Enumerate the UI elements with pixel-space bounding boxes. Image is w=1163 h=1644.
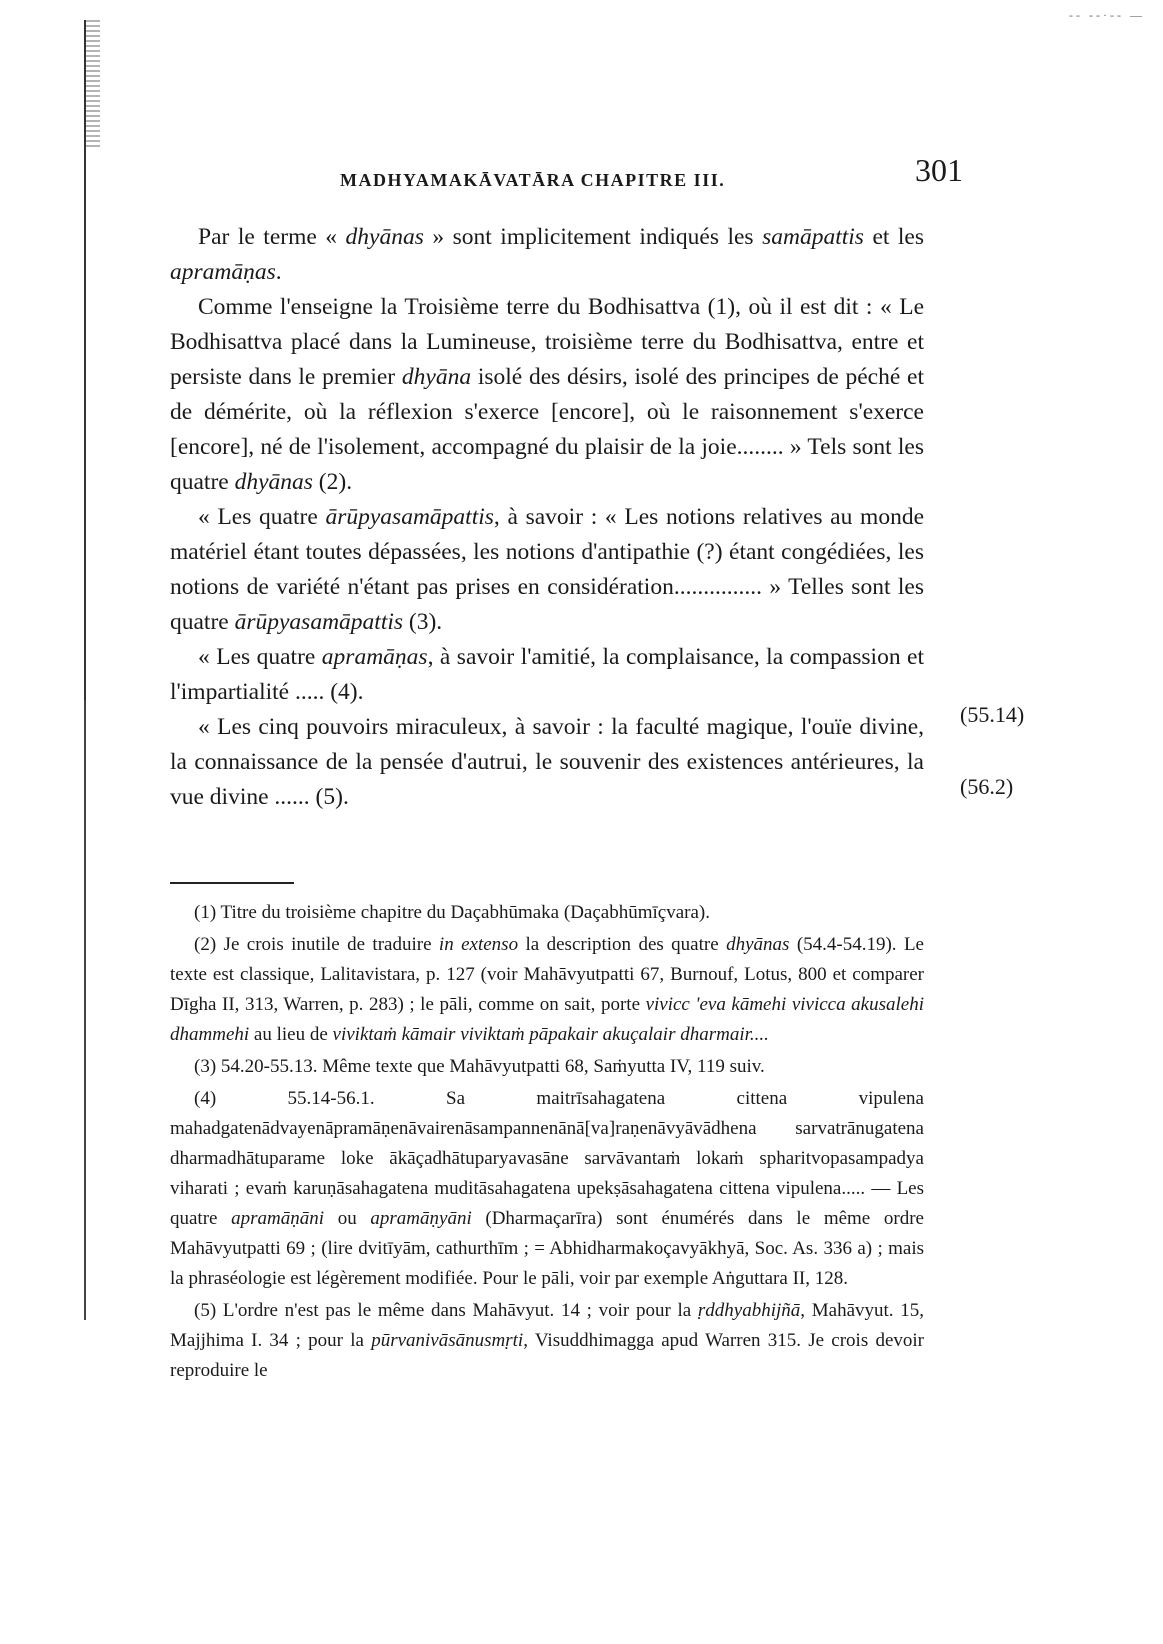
paragraph-5 [170, 710, 924, 815]
footnotes [170, 898, 924, 1388]
margin-ref-55-14: (55.14) [960, 702, 1025, 727]
fn2-italic-f: vivicc 'eva kāmehi vivicca akusalehi dhammehi [170, 994, 924, 1045]
p5-text-a: « Les cinq pouvoirs miraculeux, à savoir : la faculté magique, l'ouïe divine, la connaissance de la pensée d'autrui, le souvenir des existences antérieures, la vue divine ...... (5). [170, 714, 924, 810]
p3-text-e: (3). [403, 609, 443, 635]
p2-text-e: (2). [312, 469, 353, 495]
p3-italic-d: ārūpyasamāpattis [234, 609, 404, 635]
p2-italic-b: dhyāna [401, 364, 472, 390]
p3-text-c: , à savoir : « Les notions relatives au monde matériel étant toutes dépassées, les notions d'antipathie (?) étant congédiées, les notions de variété n'étant pas prises en considération............... » Telles sont les quatre [170, 504, 924, 635]
fn5-italic-d: pūrvanivāsānusmṛti [371, 1330, 524, 1351]
p2-text-a: Comme l'enseigne la Troisième terre du Bodhisattva (1), où il est dit : « Le Bodhisattva placé dans la Lumineuse, troisième terre du Bodhisattva, entre et persiste dans le premier [170, 294, 924, 390]
paragraph-4 [170, 640, 924, 710]
fn4-italic-d: apramāṇyāni [370, 1208, 472, 1229]
corner-marks: -- --·-- — [1069, 8, 1145, 22]
fn4-italic-b: apramāṇāni [231, 1208, 325, 1229]
p1-text-g: . [275, 259, 282, 285]
page-number: 301 [915, 152, 963, 188]
footnote-4 [170, 1084, 924, 1294]
p4-text-c: , à savoir l'amitié, la complaisance, la compassion et l'impartialité ..... (4). [170, 644, 924, 705]
binding-edge-lower [84, 700, 88, 1320]
p2-text-c: isolé des désirs, isolé des principes de péché et de démérite, où la réflexion s'exerce [encore], où le raisonnement s'exerce [encore], né de l'isolement, accompagné du plaisir de la joie........ » Tels sont les quatre [170, 364, 924, 495]
footnote-1: (1) Titre du troisième chapitre du Daçabhūmaka (Daçabhūmīçvara). [194, 902, 710, 923]
p1-italic-b: dhyānas [345, 224, 424, 250]
fn5-text-a: (5) L'ordre n'est pas le même dans Mahāvyut. 14 ; voir pour la [194, 1300, 698, 1321]
fn2-italic-b: in extenso [438, 934, 519, 955]
p1-text-c: » sont implicitement indiqués les [423, 224, 763, 250]
page-header [170, 152, 970, 196]
paragraph-2 [170, 290, 924, 500]
p1-italic-d: samāpattis [762, 224, 864, 250]
fn2-italic-h: viviktaṁ kāmair viviktaṁ pāpakair akuçalair dharmair.... [332, 1024, 769, 1045]
fn2-text-c: la description des quatre [518, 934, 727, 955]
fn5-italic-b: ṛddhyabhijñā [697, 1300, 801, 1321]
margin-ref-56-2: (56.2) [960, 774, 1014, 799]
footnote-2 [170, 930, 924, 1050]
p4-italic-b: apramāṇas [321, 644, 428, 670]
footnote-5 [170, 1296, 924, 1386]
footnote-3: (3) 54.20-55.13. Même texte que Mahāvyutpatti 68, Saṁyutta IV, 119 suiv. [194, 1056, 765, 1077]
footnote-rule [170, 882, 294, 884]
p1-text-e: et les [863, 224, 925, 250]
fn5-text-e: , Visuddhimagga apud Warren 315. Je crois devoir reproduire le [170, 1330, 924, 1381]
fn2-italic-d: dhyānas [726, 934, 790, 955]
p1-italic-f: apramāṇas [170, 259, 276, 285]
fn4-text-a: (4) 55.14-56.1. Sa maitrīsahagatena cittena vipulena mahadgatenādvayenāpramāṇenāvairenāsampannenānā[va]raṇenāvyāvādhena sarvatrānugatena dharmadhātuparame loke ākāçadhātuparyavasāne sarvāvantaṁ lokaṁ spharitvopasampadya viharati ; evaṁ karuṇāsahagatena muditāsahagatena upekṣāsahagatena cittena vipulena..... — Les quatre [170, 1088, 924, 1229]
binding-shade [86, 20, 100, 150]
p4-text-a: « Les quatre [198, 644, 322, 670]
body-text [170, 220, 924, 815]
fn2-text-g: au lieu de [249, 1024, 333, 1045]
p1-text-a: Par le terme « [198, 224, 346, 250]
p3-text-a: « Les quatre [198, 504, 326, 530]
fn4-text-e: (Dharmaçarīra) sont énumérés dans le même ordre Mahāvyutpatti 69 ; (lire dvitīyām, cathurthīm ; = Abhidharmakoçavyākhyā, Soc. As. 336 a) ; mais la phraséologie est légèrement modifiée. Pour le pāli, voir par exemple Aṅguttara II, 128. [170, 1208, 924, 1289]
paragraph-1 [170, 220, 924, 290]
fn5-text-c: , Mahāvyut. 15, Majjhima I. 34 ; pour la [170, 1300, 924, 1351]
fn2-text-a: (2) Je crois inutile de traduire [194, 934, 439, 955]
running-title: MADHYAMAKĀVATĀRA CHAPITRE III. [340, 170, 726, 190]
paragraph-3 [170, 500, 924, 640]
p2-italic-d: dhyānas [234, 469, 313, 495]
p3-italic-b: ārūpyasamāpattis [325, 504, 494, 530]
fn4-text-c: ou [324, 1208, 371, 1229]
fn2-text-e: (54.4-54.19). Le texte est classique, Lalitavistara, p. 127 (voir Mahāvyutpatti 67, Burnouf, Lotus, 800 et comparer Dīgha II, 313, Warren, p. 283) ; le pāli, comme on sait, porte [170, 934, 924, 1015]
